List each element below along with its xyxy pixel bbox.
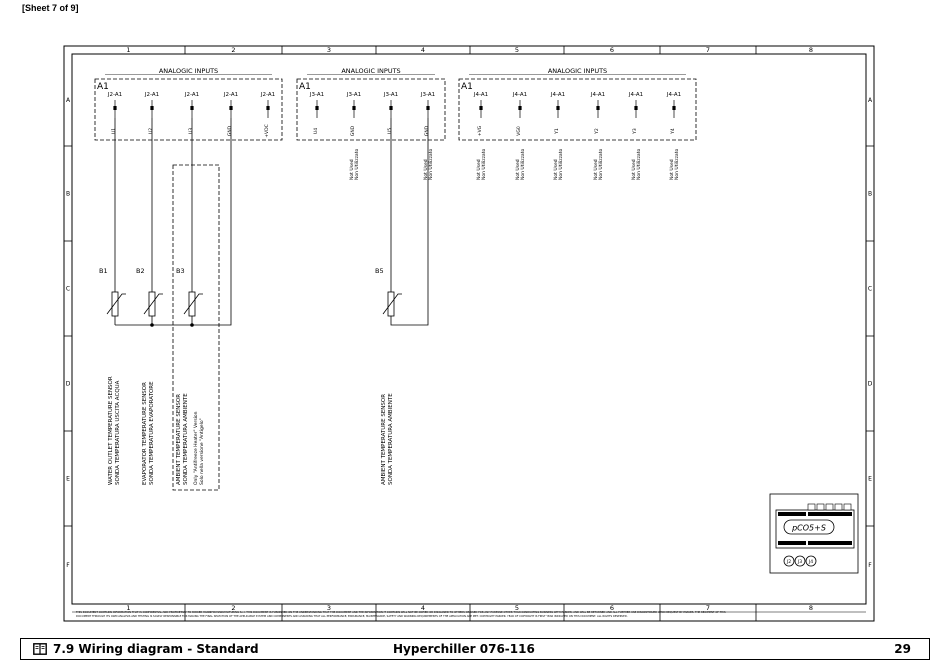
sensor-b5: [375, 267, 402, 485]
wire-junction: [150, 323, 154, 327]
controller-terminal-top: [826, 504, 833, 510]
sensor-b2: [136, 267, 163, 485]
drawing-frame: [64, 46, 874, 621]
sensor-label-en: AMBIENT TEMPERATURE SENSOR: [176, 393, 182, 485]
terminal-pin: [315, 106, 318, 110]
not-used-label: Not Used: [516, 159, 521, 180]
row-label-right: D: [867, 380, 873, 388]
sensor-label-it: SONDA TEMPERATURA EVAPORATORE: [149, 381, 155, 485]
block-title: ANALOGIC INPUTS: [341, 67, 401, 75]
sensor-id: B5: [375, 267, 384, 275]
sensor-note: Solo nella versione "Antigelo": [200, 418, 205, 485]
terminal-pin: [479, 106, 482, 110]
wire-junction: [190, 323, 194, 327]
terminal-pin-label: GND: [228, 125, 233, 137]
terminal-pin-label: U5: [388, 127, 393, 135]
terminal-connector: J3-A1: [383, 92, 399, 98]
column-label-bottom: 3: [326, 604, 332, 612]
block-name: A1: [97, 82, 109, 92]
block-outline: [459, 79, 696, 140]
row-label-right: B: [867, 190, 873, 198]
block-name: A1: [299, 82, 311, 92]
sensor-label-it: SONDA TEMPERATURA AMBIENTE: [183, 393, 189, 485]
sensor-id: B2: [136, 267, 145, 275]
inner-border: [72, 54, 866, 604]
terminal-connector: J4-A1: [512, 92, 528, 98]
column-label-top: 6: [609, 46, 615, 54]
row-label-left: C: [65, 285, 71, 293]
sensor-label-it: SONDA TEMPERATURA AMBIENTE: [388, 393, 394, 485]
not-used-label: Non Utilizzato: [521, 148, 526, 180]
not-used-label: Not Used: [554, 159, 559, 180]
terminal-pin: [266, 106, 269, 110]
sensor-note: Only "Antifreeze Heater" Version: [194, 411, 199, 485]
terminal-pin: [150, 106, 153, 110]
row-label-right: A: [867, 97, 873, 104]
terminal-connector: J4-A1: [666, 92, 682, 98]
not-used-label: Not Used: [477, 159, 482, 180]
thermistor-symbol: [112, 292, 118, 316]
controller-connector-top: [778, 512, 806, 516]
terminal-connector: J2-A1: [107, 92, 123, 98]
terminal-connector: J3-A1: [309, 92, 325, 98]
column-label-top: 1: [126, 46, 131, 54]
terminal-pin-label: Y3: [633, 128, 638, 134]
controller-port-label: J3: [797, 560, 803, 565]
block-outline: [297, 79, 445, 140]
not-used-label: Not Used: [424, 159, 429, 180]
terminal-pin: [556, 106, 559, 110]
not-used-label: Not Used: [632, 159, 637, 180]
terminal-pin-label: U3: [189, 127, 194, 135]
controller-port-label: J4: [808, 560, 814, 565]
row-label-left: B: [65, 190, 71, 198]
terminal-pin: [352, 106, 355, 110]
sensor-label-it: SONDA TEMPERATURA USCITA ACQUA: [115, 380, 121, 485]
sensor-b3: [176, 267, 205, 485]
terminal-connector: J4-A1: [590, 92, 606, 98]
terminal-pin: [229, 106, 232, 110]
not-used-label: Not Used: [670, 159, 675, 180]
terminal-pin-label: U1: [112, 127, 117, 135]
column-label-bottom: 6: [609, 604, 615, 612]
sensor-id: B3: [176, 267, 185, 275]
row-label-right: C: [867, 285, 873, 293]
terminal-pin-label: Y2: [595, 128, 600, 134]
footer-title: Hyperchiller 076-116: [393, 642, 535, 656]
disclaimer-line-1: THIS DOCUMENT CONTAINS INFORMATION THAT IS CONFIDENTIAL AND PROPRIETARY TO PARKER HANNIFIN MANUFACTURING S.r.l. THIS DOCUMENT IS FURNISHED ON THE UNDERSTANDING THAT THE DOCUMENT AND THE INFORMATION IT CONTAINS WILL NOT BE COPIED OR DISCLOSED TO OTHERS OR USED FOR ANY PURPOSE OTHER THAN CONDUCTING BUSINESS WITH PARKER, AND WILL BE RETURNED AND ALL FURTHER USE DISCONTINUED UPON REQUEST BY PARKER. THE RECIPIENT OF THIS: [76, 611, 726, 614]
terminal-pin-label: +VDC: [265, 124, 270, 138]
controller-terminal-top: [808, 504, 815, 510]
analog-inputs-block: [459, 67, 696, 140]
not-used-label: Not Used: [594, 159, 599, 180]
terminal-pin-label: Y1: [555, 128, 560, 134]
controller-pco5: [770, 494, 858, 573]
terminal-connector: J2-A1: [144, 92, 160, 98]
terminal-pin-label: GND: [425, 125, 430, 137]
terminal-pin: [672, 106, 675, 110]
outer-border: [64, 46, 874, 621]
sensor-label-en: EVAPORATOR TEMPERATURE SENSOR: [142, 382, 148, 485]
controller-terminal-top: [844, 504, 851, 510]
terminal-pin: [518, 106, 521, 110]
not-used-label: Non Utilizzato: [599, 148, 604, 180]
column-label-top: 2: [231, 46, 236, 54]
analog-inputs-block: [297, 67, 445, 140]
controller-connector-top: [808, 512, 852, 516]
terminal-pin: [389, 106, 392, 110]
terminal-pin-label: VG0: [517, 126, 522, 136]
terminal-pin: [113, 106, 116, 110]
wire-b5-loop: [391, 118, 428, 325]
row-label-left: D: [65, 380, 71, 388]
row-label-left: A: [65, 97, 71, 104]
disclaimer-line-2: DOCUMENT THROUGH ITS OWN ANALYSIS AND TESTING IS SOLELY RESPONSIBLE FOR MAKING THE FINAL SELECTION OF THE APPLICABLE SYSTEM AND COMPONENTS AND ASSURING THAT ALL PERFORMANCE, ENDURANCE, MAINTENANCE, SAFETY AND WARNING REQUIREMENTS OF THE APPLICATION ARE MET. COPYRIGHT PARKER. YEAR OF COPYRIGHT IS FIRST YEAR INDICATED ON THIS DOCUMENT. ALL RIGHTS RESERVED.: [76, 615, 628, 618]
terminal-pin-label: GND: [351, 125, 356, 137]
column-label-bottom: 4: [420, 604, 426, 612]
terminal-pin-label: U2: [149, 127, 154, 135]
footer-page-number: 29: [894, 642, 911, 656]
terminal-connector: J4-A1: [550, 92, 566, 98]
terminal-connector: J4-A1: [473, 92, 489, 98]
not-used-label: Not Used: [350, 159, 355, 180]
column-label-top: 4: [420, 46, 426, 54]
sensor-label-en: WATER OUTLET TEMPERATURE SENSOR: [108, 376, 114, 485]
controller-terminal-top: [817, 504, 824, 510]
row-label-right: E: [868, 475, 872, 483]
analog-inputs-block: [95, 67, 282, 140]
controller-connector-bottom: [808, 541, 852, 545]
not-used-label: Non Utilizzato: [429, 148, 434, 180]
column-label-top: 3: [326, 46, 332, 54]
column-label-bottom: 5: [514, 604, 520, 612]
controller-name: pCO5+S: [792, 523, 826, 533]
terminal-connector: J3-A1: [346, 92, 362, 98]
block-title: ANALOGIC INPUTS: [158, 67, 219, 75]
terminal-pin-label: +VG: [478, 125, 483, 137]
row-label-left: F: [66, 562, 70, 569]
row-label-right: F: [868, 562, 872, 569]
controller-connector-bottom: [778, 541, 806, 545]
column-label-bottom: 1: [126, 604, 131, 612]
column-label-top: 8: [808, 46, 814, 54]
analog-input-blocks: [95, 67, 696, 180]
not-used-label: Non Utilizzato: [675, 148, 680, 180]
column-label-top: 7: [705, 46, 711, 54]
terminal-connector: J4-A1: [628, 92, 644, 98]
sheet-label: [Sheet 7 of 9]: [22, 3, 79, 13]
terminal-pin: [596, 106, 599, 110]
terminal-pin: [634, 106, 637, 110]
column-label-bottom: 2: [231, 604, 236, 612]
block-title: ANALOGIC INPUTS: [547, 67, 608, 75]
not-used-label: Non Utilizzato: [482, 148, 487, 180]
sensor-b1: [99, 267, 126, 485]
column-label-bottom: 7: [705, 604, 711, 612]
controller-port-label: J2: [786, 560, 792, 565]
terminal-connector: J2-A1: [260, 92, 276, 98]
not-used-label: Non Utilizzato: [637, 148, 642, 180]
page-footer: [20, 638, 930, 660]
terminal-pin-label: Y4: [671, 128, 676, 134]
column-label-top: 5: [514, 46, 520, 54]
terminal-connector: J2-A1: [223, 92, 239, 98]
terminal-pin: [190, 106, 193, 110]
terminal-pin: [426, 106, 429, 110]
terminal-pin-label: U4: [314, 127, 319, 135]
sensor-label-en: AMBIENT TEMPERATURE SENSOR: [381, 393, 387, 485]
column-label-bottom: 8: [808, 604, 814, 612]
sensors: [99, 267, 402, 485]
not-used-label: Non Utilizzato: [355, 148, 360, 180]
controller-terminal-top: [835, 504, 842, 510]
row-label-left: E: [66, 475, 70, 483]
book-icon: [33, 643, 47, 655]
not-used-label: Non Utilizzato: [559, 148, 564, 180]
sensor-id: B1: [99, 267, 108, 275]
block-name: A1: [461, 82, 473, 92]
terminal-connector: J3-A1: [420, 92, 436, 98]
footer-section: 7.9 Wiring diagram - Standard: [53, 642, 259, 656]
terminal-connector: J2-A1: [184, 92, 200, 98]
